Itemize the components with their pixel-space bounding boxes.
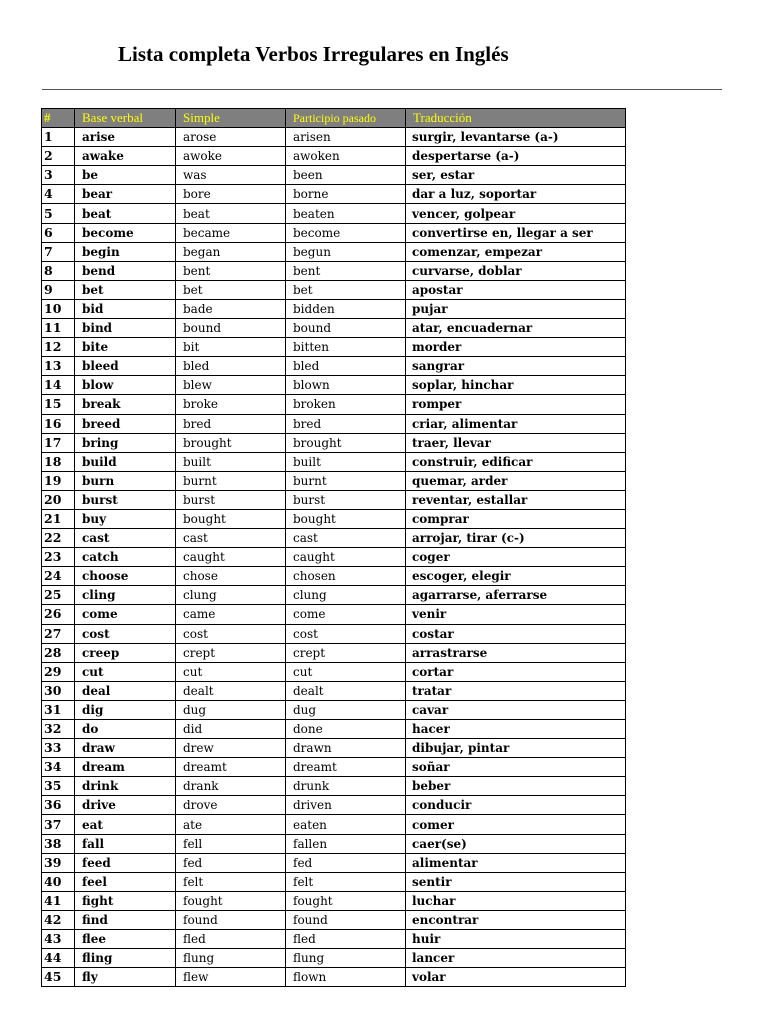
verb-simple-past: arose [176,128,286,147]
verb-base: bid [75,299,176,318]
verb-simple-past: bred [176,414,286,433]
verb-number: 12 [42,338,75,357]
verb-past-participle: bred [286,414,406,433]
verb-number: 29 [42,662,75,681]
verb-number: 35 [42,777,75,796]
verb-number: 25 [42,586,75,605]
verb-translation: volar [406,968,626,987]
verb-past-participle: done [286,720,406,739]
verb-base: eat [75,815,176,834]
verb-number: 17 [42,433,75,452]
verb-number: 7 [42,242,75,261]
verb-translation: despertarse (a-) [406,147,626,166]
verb-base: cut [75,662,176,681]
verb-translation: comenzar, empezar [406,242,626,261]
verb-simple-past: drank [176,777,286,796]
table-row [42,185,626,204]
verb-translation: cavar [406,700,626,719]
verb-past-participle: drunk [286,777,406,796]
header-participio-pasado: Participio pasado [286,109,406,128]
table-header-row [42,109,626,128]
verb-simple-past: bent [176,261,286,280]
verb-base: bite [75,338,176,357]
verb-translation: caer(se) [406,834,626,853]
verb-number: 18 [42,452,75,471]
verb-base: choose [75,567,176,586]
verb-base: buy [75,509,176,528]
verb-translation: atar, encuadernar [406,319,626,338]
verb-number: 28 [42,643,75,662]
table-row [42,280,626,299]
verb-number: 43 [42,930,75,949]
verb-simple-past: bore [176,185,286,204]
table-body [42,128,626,987]
table-row [42,662,626,681]
verb-number: 10 [42,299,75,318]
table-row [42,872,626,891]
verb-past-participle: bound [286,319,406,338]
table-row [42,681,626,700]
table-row [42,815,626,834]
table-row [42,509,626,528]
table-row [42,299,626,318]
verb-past-participle: fed [286,853,406,872]
verb-base: dream [75,758,176,777]
header-number: # [42,109,75,128]
table-row [42,414,626,433]
verb-base: bet [75,280,176,299]
verb-base: fall [75,834,176,853]
verb-number: 27 [42,624,75,643]
verb-simple-past: became [176,223,286,242]
verb-simple-past: bled [176,357,286,376]
verb-number: 33 [42,739,75,758]
table-row [42,242,626,261]
verb-translation: ser, estar [406,166,626,185]
verb-past-participle: crept [286,643,406,662]
verb-simple-past: cast [176,529,286,548]
table-row [42,796,626,815]
verb-simple-past: chose [176,567,286,586]
verb-base: become [75,223,176,242]
verb-past-participle: awoken [286,147,406,166]
verb-past-participle: cast [286,529,406,548]
verb-number: 13 [42,357,75,376]
verb-translation: agarrarse, aferrarse [406,586,626,605]
table-row [42,853,626,872]
verb-past-participle: become [286,223,406,242]
verb-past-participle: cost [286,624,406,643]
verb-past-participle: arisen [286,128,406,147]
verb-number: 14 [42,376,75,395]
verb-past-participle: flown [286,968,406,987]
header-traduccion: Traducción [406,109,626,128]
table-row [42,834,626,853]
verb-simple-past: was [176,166,286,185]
table-row [42,471,626,490]
verb-translation: sangrar [406,357,626,376]
verb-number: 8 [42,261,75,280]
verb-translation: surgir, levantarse (a-) [406,128,626,147]
table-row [42,567,626,586]
table-row [42,147,626,166]
table-row [42,204,626,223]
verb-base: be [75,166,176,185]
table-row [42,643,626,662]
verb-simple-past: awoke [176,147,286,166]
verb-past-participle: bitten [286,338,406,357]
verb-past-participle: fled [286,930,406,949]
verb-past-participle: blown [286,376,406,395]
verb-base: bind [75,319,176,338]
table-row [42,452,626,471]
table-row [42,529,626,548]
table-row [42,357,626,376]
verb-simple-past: burst [176,490,286,509]
verb-base: come [75,605,176,624]
verb-number: 36 [42,796,75,815]
verb-translation: reventar, estallar [406,490,626,509]
verb-simple-past: caught [176,548,286,567]
table-row [42,968,626,987]
verb-past-participle: caught [286,548,406,567]
verb-translation: morder [406,338,626,357]
table-row [42,777,626,796]
verb-past-participle: bent [286,261,406,280]
verb-past-participle: beaten [286,204,406,223]
table-row [42,338,626,357]
verb-past-participle: burst [286,490,406,509]
verb-past-participle: been [286,166,406,185]
verb-base: catch [75,548,176,567]
verb-simple-past: drove [176,796,286,815]
verb-base: beat [75,204,176,223]
verb-number: 23 [42,548,75,567]
verb-past-participle: dreamt [286,758,406,777]
verb-translation: huir [406,930,626,949]
verb-base: creep [75,643,176,662]
verb-simple-past: did [176,720,286,739]
verb-simple-past: bet [176,280,286,299]
verb-simple-past: cut [176,662,286,681]
verb-number: 19 [42,471,75,490]
verb-base: bleed [75,357,176,376]
verb-translation: venir [406,605,626,624]
verb-base: dig [75,700,176,719]
verb-base: drink [75,777,176,796]
verb-past-participle: bidden [286,299,406,318]
table-row [42,319,626,338]
verb-past-participle: brought [286,433,406,452]
verb-simple-past: bound [176,319,286,338]
verb-simple-past: flung [176,949,286,968]
verb-translation: dar a luz, soportar [406,185,626,204]
verb-translation: construir, edificar [406,452,626,471]
verb-base: break [75,395,176,414]
verb-translation: luchar [406,891,626,910]
table-row [42,490,626,509]
verb-base: blow [75,376,176,395]
verb-number: 38 [42,834,75,853]
verb-number: 44 [42,949,75,968]
irregular-verbs-table [41,108,626,987]
verb-translation: apostar [406,280,626,299]
verb-translation: soñar [406,758,626,777]
verb-base: cost [75,624,176,643]
verb-base: draw [75,739,176,758]
verb-number: 16 [42,414,75,433]
verb-translation: escoger, elegir [406,567,626,586]
verb-translation: vencer, golpear [406,204,626,223]
verb-number: 31 [42,700,75,719]
verb-translation: soplar, hinchar [406,376,626,395]
verb-past-participle: clung [286,586,406,605]
verb-number: 42 [42,910,75,929]
verb-translation: curvarse, doblar [406,261,626,280]
verb-number: 21 [42,509,75,528]
verb-number: 11 [42,319,75,338]
verb-past-participle: built [286,452,406,471]
verb-base: deal [75,681,176,700]
verb-number: 9 [42,280,75,299]
verb-translation: pujar [406,299,626,318]
verb-number: 26 [42,605,75,624]
verb-simple-past: bade [176,299,286,318]
table-row [42,433,626,452]
verb-base: burst [75,490,176,509]
verb-translation: quemar, arder [406,471,626,490]
verb-past-participle: cut [286,662,406,681]
verb-number: 1 [42,128,75,147]
verb-past-participle: eaten [286,815,406,834]
verb-past-participle: driven [286,796,406,815]
verb-translation: costar [406,624,626,643]
verb-simple-past: burnt [176,471,286,490]
table-row [42,261,626,280]
verb-base: bring [75,433,176,452]
verb-translation: criar, alimentar [406,414,626,433]
verb-number: 24 [42,567,75,586]
verb-number: 45 [42,968,75,987]
table-row [42,930,626,949]
verb-simple-past: found [176,910,286,929]
verb-translation: beber [406,777,626,796]
verb-number: 2 [42,147,75,166]
verb-past-participle: dug [286,700,406,719]
verb-simple-past: beat [176,204,286,223]
verb-simple-past: built [176,452,286,471]
verb-past-participle: begun [286,242,406,261]
verb-number: 40 [42,872,75,891]
verb-base: build [75,452,176,471]
verb-past-participle: borne [286,185,406,204]
verb-simple-past: fed [176,853,286,872]
verb-base: arise [75,128,176,147]
verb-base: cling [75,586,176,605]
verb-past-participle: bet [286,280,406,299]
table-row [42,586,626,605]
verb-past-participle: found [286,910,406,929]
table-row [42,720,626,739]
verb-translation: lancer [406,949,626,968]
verb-base: bend [75,261,176,280]
verb-translation: comprar [406,509,626,528]
verb-base: flee [75,930,176,949]
verb-simple-past: bit [176,338,286,357]
verb-past-participle: bled [286,357,406,376]
verb-translation: alimentar [406,853,626,872]
verb-translation: conducir [406,796,626,815]
header-simple: Simple [176,109,286,128]
verb-past-participle: bought [286,509,406,528]
verb-base: find [75,910,176,929]
verb-number: 5 [42,204,75,223]
verb-simple-past: broke [176,395,286,414]
table-row [42,624,626,643]
verb-translation: cortar [406,662,626,681]
verb-number: 34 [42,758,75,777]
verb-simple-past: cost [176,624,286,643]
table-row [42,128,626,147]
verb-past-participle: fought [286,891,406,910]
verb-base: begin [75,242,176,261]
verb-base: fly [75,968,176,987]
verb-past-participle: drawn [286,739,406,758]
verb-translation: comer [406,815,626,834]
verb-simple-past: dug [176,700,286,719]
verb-number: 37 [42,815,75,834]
verb-past-participle: burnt [286,471,406,490]
verb-number: 6 [42,223,75,242]
verb-simple-past: came [176,605,286,624]
table-row [42,700,626,719]
table-row [42,739,626,758]
verb-translation: convertirse en, llegar a ser [406,223,626,242]
verb-simple-past: fled [176,930,286,949]
verb-number: 39 [42,853,75,872]
verb-past-participle: chosen [286,567,406,586]
verb-translation: sentir [406,872,626,891]
verb-translation: hacer [406,720,626,739]
verb-number: 15 [42,395,75,414]
verb-simple-past: crept [176,643,286,662]
verb-past-participle: broken [286,395,406,414]
verb-translation: arrojar, tirar (c-) [406,529,626,548]
table-row [42,376,626,395]
verb-simple-past: fought [176,891,286,910]
verb-number: 4 [42,185,75,204]
table-row [42,605,626,624]
verb-base: do [75,720,176,739]
verb-number: 32 [42,720,75,739]
verb-base: burn [75,471,176,490]
verb-base: awake [75,147,176,166]
table-row [42,910,626,929]
verb-translation: arrastrarse [406,643,626,662]
verb-number: 30 [42,681,75,700]
verb-simple-past: began [176,242,286,261]
verb-past-participle: felt [286,872,406,891]
verb-simple-past: ate [176,815,286,834]
verb-base: fight [75,891,176,910]
verb-translation: coger [406,548,626,567]
verb-number: 22 [42,529,75,548]
verb-simple-past: brought [176,433,286,452]
verb-number: 41 [42,891,75,910]
verb-number: 3 [42,166,75,185]
verb-past-participle: come [286,605,406,624]
table-row [42,891,626,910]
verb-base: drive [75,796,176,815]
verb-past-participle: fallen [286,834,406,853]
verb-simple-past: drew [176,739,286,758]
verb-number: 20 [42,490,75,509]
verb-base: bear [75,185,176,204]
verb-past-participle: dealt [286,681,406,700]
verb-translation: traer, llevar [406,433,626,452]
table-row [42,395,626,414]
verb-past-participle: flung [286,949,406,968]
title-divider [42,89,722,90]
table-row [42,758,626,777]
verb-simple-past: fell [176,834,286,853]
document-title: Lista completa Verbos Irregulares en Inglés [118,42,509,66]
verb-simple-past: dealt [176,681,286,700]
verb-base: feed [75,853,176,872]
table-row [42,548,626,567]
verb-simple-past: felt [176,872,286,891]
verb-base: feel [75,872,176,891]
table-row [42,166,626,185]
table-row [42,223,626,242]
verb-base: breed [75,414,176,433]
verb-base: cast [75,529,176,548]
verb-simple-past: bought [176,509,286,528]
verb-simple-past: flew [176,968,286,987]
table-row [42,949,626,968]
verb-simple-past: dreamt [176,758,286,777]
verb-simple-past: blew [176,376,286,395]
verb-translation: tratar [406,681,626,700]
verb-translation: dibujar, pintar [406,739,626,758]
verb-translation: encontrar [406,910,626,929]
verb-base: fling [75,949,176,968]
verb-translation: romper [406,395,626,414]
header-base-verbal: Base verbal [75,109,176,128]
verb-simple-past: clung [176,586,286,605]
